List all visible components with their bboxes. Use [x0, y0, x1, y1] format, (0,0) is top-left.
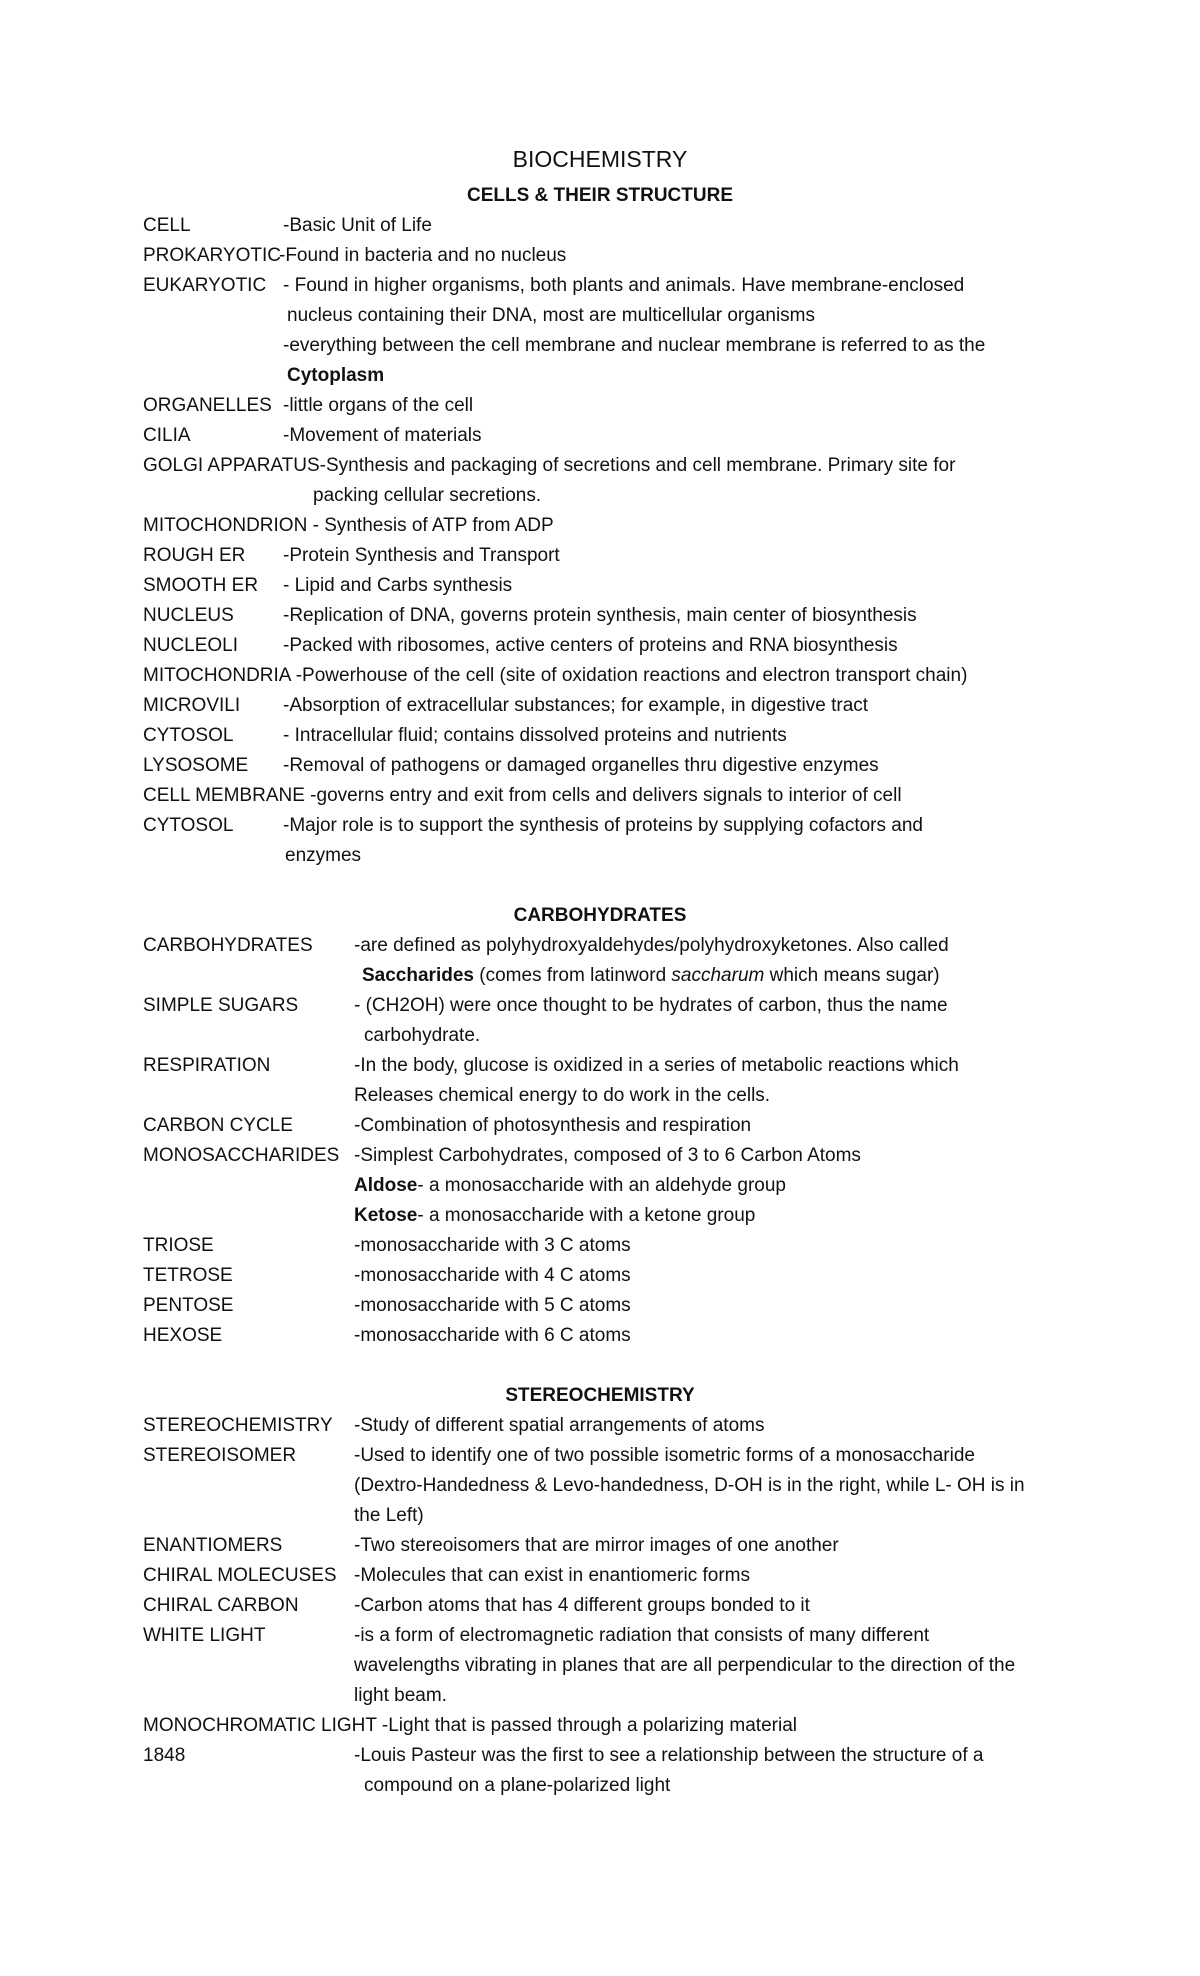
term: MICROVILI: [143, 695, 241, 716]
definition: -Movement of materials: [283, 425, 482, 446]
definition: - (CH2OH) were once thought to be hydrates of carbon, thus the name: [354, 995, 948, 1016]
term: RESPIRATION: [143, 1055, 271, 1076]
definition: -Found in bacteria and no nucleus: [279, 245, 567, 266]
definition: -little organs of the cell: [283, 395, 474, 416]
definition: -Basic Unit of Life: [283, 215, 432, 236]
eukaryotic-def-line3: -everything between the cell membrane and nuclear membrane is referred to as the: [283, 335, 986, 356]
definition: -Simplest Carbohydrates, composed of 3 to 6 Carbon Atoms: [354, 1145, 861, 1166]
ketose-line: [354, 1206, 755, 1225]
term: CHIRAL CARBON: [143, 1595, 299, 1616]
entry-monochromatic-light: MONOCHROMATIC LIGHT -Light that is passed through a polarizing material: [143, 1715, 797, 1736]
aldose-term: Aldose: [354, 1175, 418, 1196]
term: CARBOHYDRATES: [143, 935, 313, 956]
entry-mitochondria: MITOCHONDRIA -Powerhouse of the cell (site of oxidation reactions and electron transport chain): [143, 665, 968, 686]
definition: -Protein Synthesis and Transport: [283, 545, 560, 566]
entry-cell-membrane: CELL MEMBRANE -governs entry and exit from cells and delivers signals to interior of cell: [143, 785, 902, 806]
ketose-definition: - a monosaccharide with a ketone group: [417, 1205, 756, 1226]
term: 1848: [143, 1745, 186, 1766]
saccharides-term: Saccharides: [362, 965, 474, 986]
definition: -Packed with ribosomes, active centers of proteins and RNA biosynthesis: [283, 635, 898, 656]
entry-golgi: GOLGI APPARATUS-Synthesis and packaging of secretions and cell membrane. Primary site for: [143, 455, 956, 476]
definition: -Combination of photosynthesis and respiration: [354, 1115, 752, 1136]
definition: -is a form of electromagnetic radiation that consists of many different: [354, 1625, 930, 1646]
term: STEREOISOMER: [143, 1445, 297, 1466]
section-heading-carbohydrates: CARBOHYDRATES: [513, 905, 687, 926]
term: HEXOSE: [143, 1325, 223, 1346]
stereoisomer-def-line2: (Dextro-Handedness & Levo-handedness, D-OH is in the right, while L- OH is in: [354, 1475, 1025, 1496]
stereoisomer-def-line3: the Left): [354, 1505, 424, 1526]
definition: -Used to identify one of two possible isometric forms of a monosaccharide: [354, 1445, 975, 1466]
term: CILIA: [143, 425, 191, 446]
definition: - Lipid and Carbs synthesis: [283, 575, 513, 596]
entry-mitochondrion: MITOCHONDRION - Synthesis of ATP from ADP: [143, 515, 554, 536]
definition: -Removal of pathogens or damaged organelles thru digestive enzymes: [283, 755, 879, 776]
term: TRIOSE: [143, 1235, 214, 1256]
term: EUKARYOTIC: [143, 275, 267, 296]
definition: -Louis Pasteur was the first to see a relationship between the structure of a: [354, 1745, 984, 1766]
definition: -In the body, glucose is oxidized in a series of metabolic reactions which: [354, 1055, 959, 1076]
definition: -Major role is to support the synthesis of proteins by supplying cofactors and: [283, 815, 923, 836]
term: SMOOTH ER: [143, 575, 259, 596]
definition: -are defined as polyhydroxyaldehydes/polyhydroxyketones. Also called: [354, 935, 949, 956]
cytoplasm-term: Cytoplasm: [287, 365, 385, 386]
ketose-term: Ketose: [354, 1205, 418, 1226]
term: CHIRAL MOLECUSES: [143, 1565, 337, 1586]
section-heading-cells: CELLS & THEIR STRUCTURE: [467, 185, 733, 206]
carbohydrates-def-line2: [362, 966, 940, 985]
term: ROUGH ER: [143, 545, 246, 566]
term: ORGANELLES: [143, 395, 272, 416]
term: WHITE LIGHT: [143, 1625, 266, 1646]
term: NUCLEOLI: [143, 635, 239, 656]
term: CARBON CYCLE: [143, 1115, 293, 1136]
definition: -Absorption of extracellular substances; for example, in digestive tract: [283, 695, 869, 716]
definition: -monosaccharide with 4 C atoms: [354, 1265, 631, 1286]
term: SIMPLE SUGARS: [143, 995, 299, 1016]
term: TETROSE: [143, 1265, 233, 1286]
term: PROKARYOTIC: [143, 245, 281, 266]
simple-sugars-def-line2: carbohydrate.: [364, 1025, 481, 1046]
term: CELL: [143, 215, 191, 236]
term: NUCLEUS: [143, 605, 234, 626]
definition: -monosaccharide with 3 C atoms: [354, 1235, 631, 1256]
aldose-line: [354, 1176, 786, 1195]
cytosol-2-def-line2: enzymes: [285, 845, 362, 866]
eukaryotic-def-line2: nucleus containing their DNA, most are multicellular organisms: [287, 305, 816, 326]
term: ENANTIOMERS: [143, 1535, 283, 1556]
definition-text: which means sugar): [764, 965, 940, 986]
section-heading-stereochemistry: STEREOCHEMISTRY: [505, 1385, 695, 1406]
aldose-definition: - a monosaccharide with an aldehyde group: [417, 1175, 786, 1196]
definition-text: (comes from latinword: [473, 965, 672, 986]
term: STEREOCHEMISTRY: [143, 1415, 333, 1436]
definition: -Two stereoisomers that are mirror images of one another: [354, 1535, 839, 1556]
white-light-def-line3: light beam.: [354, 1685, 447, 1706]
term: MONOSACCHARIDES: [143, 1145, 340, 1166]
golgi-def-line2: packing cellular secretions.: [313, 485, 542, 506]
definition: -Molecules that can exist in enantiomeric forms: [354, 1565, 750, 1586]
definition: -Replication of DNA, governs protein synthesis, main center of biosynthesis: [283, 605, 917, 626]
term: PENTOSE: [143, 1295, 234, 1316]
definition: - Found in higher organisms, both plants and animals. Have membrane-enclosed: [283, 275, 965, 296]
1848-def-line2: compound on a plane-polarized light: [364, 1775, 671, 1796]
term: CYTOSOL: [143, 815, 234, 836]
term: CYTOSOL: [143, 725, 234, 746]
definition: -Carbon atoms that has 4 different groups bonded to it: [354, 1595, 810, 1616]
term: LYSOSOME: [143, 755, 249, 776]
definition: -monosaccharide with 5 C atoms: [354, 1295, 631, 1316]
white-light-def-line2: wavelengths vibrating in planes that are all perpendicular to the direction of the: [354, 1655, 1016, 1676]
saccharum-word: saccharum: [671, 965, 765, 986]
document-title: BIOCHEMISTRY: [512, 146, 688, 172]
definition: -Study of different spatial arrangements of atoms: [354, 1415, 765, 1436]
definition: -monosaccharide with 6 C atoms: [354, 1325, 631, 1346]
respiration-def-line2: Releases chemical energy to do work in the cells.: [354, 1085, 771, 1106]
definition: - Intracellular fluid; contains dissolved proteins and nutrients: [283, 725, 787, 746]
